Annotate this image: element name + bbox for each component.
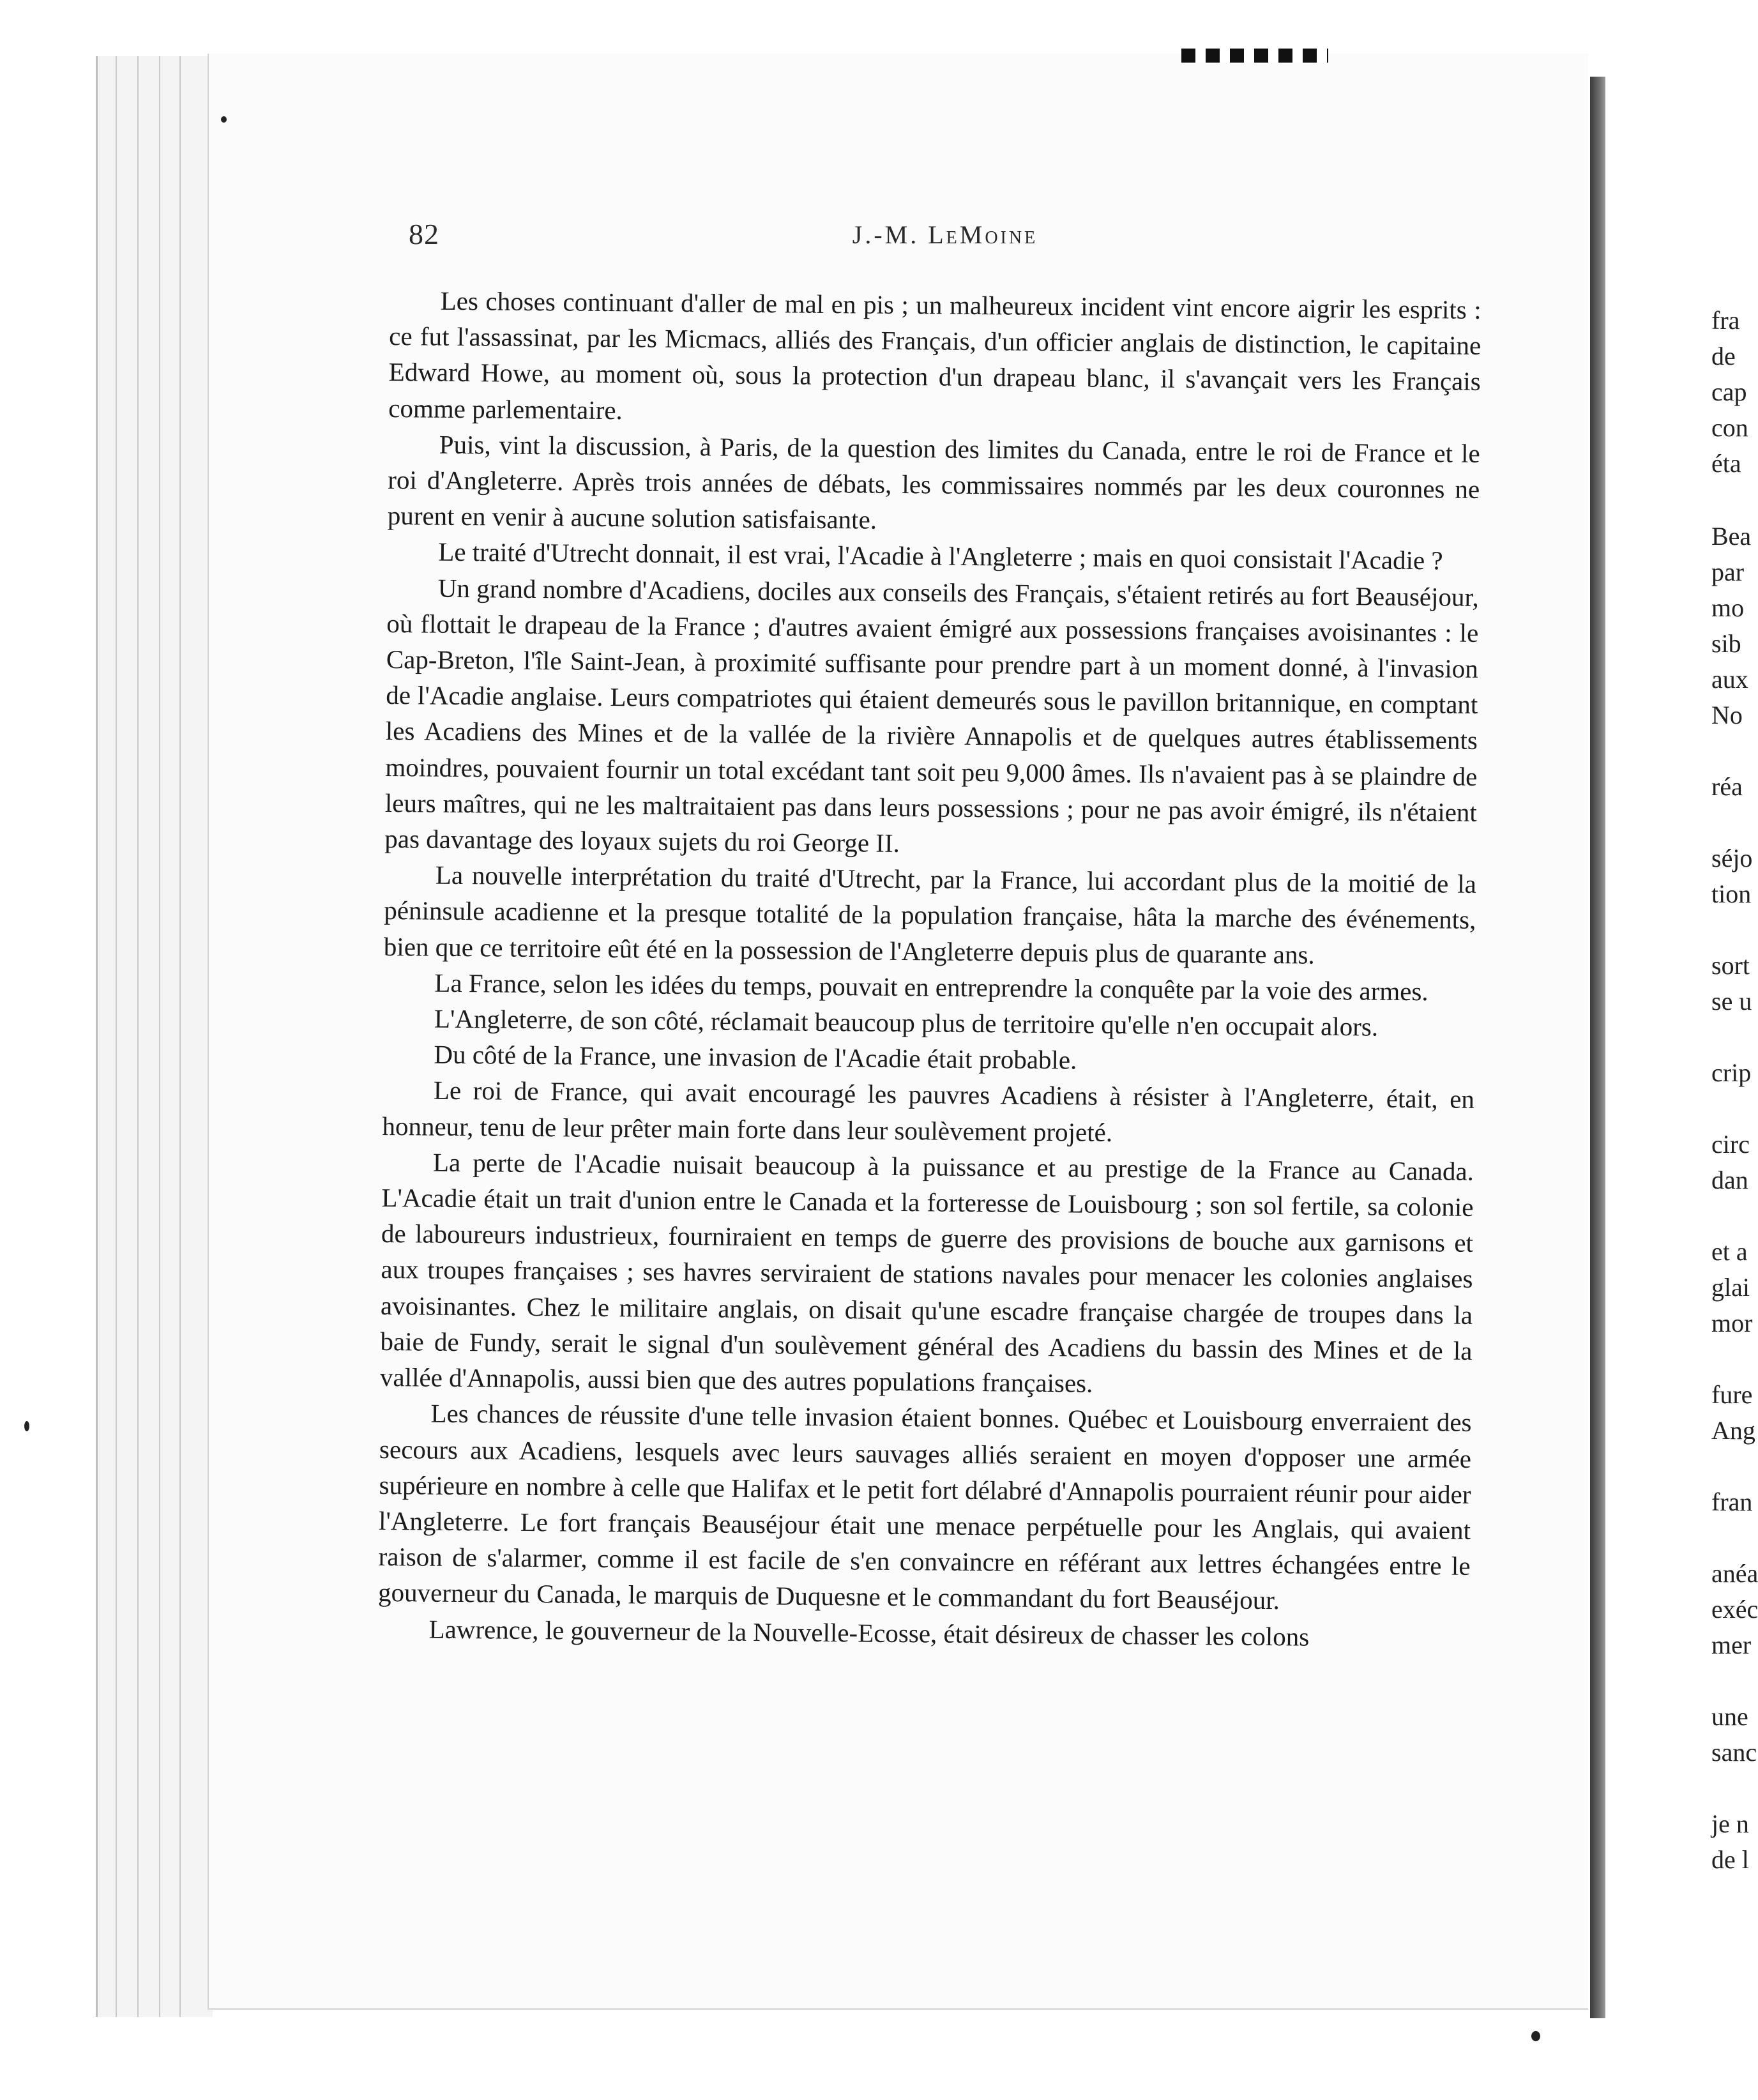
facing-page-fragment: réa [1711,772,1743,801]
paragraph: Du côté de la France, une invasion de l'Acadie était probable. [434,1039,1077,1075]
facing-page-fragment: exéc [1711,1595,1758,1624]
paragraph: La France, selon les idées du temps, pouvait en entreprendre la conquête par la voie des armes. [434,968,1428,1007]
paper-speck [24,1421,29,1431]
facing-page-fragment: une [1711,1702,1748,1731]
facing-page-fragment: sib [1711,629,1741,658]
facing-page-fragment: mor [1711,1309,1753,1337]
facing-page-fragment: circ [1711,1130,1750,1159]
page-edge-line [137,56,139,2017]
facing-page-fragment: et a [1711,1237,1748,1266]
body-text [377,282,1481,1656]
facing-page-fragment: par [1711,558,1745,586]
paper-speck [1531,2031,1540,2041]
paragraph: Le traité d'Utrecht donnait, il est vrai, l'Acadie à l'Angleterre ; mais en quoi consistait l'Acadie ? [438,537,1443,575]
paragraph: Un grand nombre d'Acadiens, dociles aux conseils des Français, s'étaient retirés au fort Beauséjour, où flottait le drapeau de la France ; d'autres avaient émigré aux possessions françaises avoisinantes : le Cap-Breton, l'île Saint-Jean, à proximité suffisante pour prendre part à un moment donné, à l'invasion de l'Acadie anglaise. Leurs compatriotes qui étaient demeurés sous le pavillon britannique, en comptant les Acadiens des Mines et de la vallée de la rivière Annapolis et de quelques autres établissements moindres, pouvaient fournir un total excédant tant soit peu 9,000 âmes. Ils n'avaient pas à se plaindre de leurs maîtres, qui ne les maltraitaient pas dans leurs possessions ; pour ne pas avoir émigré, ils n'étaient pas davantage des loyaux sujets du roi George II. [384,573,1479,858]
top-edge-mark [1181,49,1328,63]
facing-page-fragment: glai [1711,1273,1750,1302]
facing-page-fragment: sanc [1711,1738,1757,1767]
paragraph: Puis, vint la discussion, à Paris, de la question des limites du Canada, entre le roi de France et le roi d'Angleterre. Après trois années de débats, les commissaires nommés par les deux couronnes ne purent en venir à aucune solution satisfaisante. [387,429,1480,535]
page-edge-line [179,56,181,2017]
facing-page-fragment: crip [1711,1058,1752,1087]
page-number: 82 [409,218,439,250]
book-page-edges [96,56,213,2017]
paragraph: Lawrence, le gouverneur de la Nouvelle-Ecosse, était désireux de chasser les colons [428,1614,1310,1652]
facing-page-fragment: se u [1711,987,1752,1016]
facing-page-fragment: fra [1711,306,1740,335]
facing-page-fragment: éta [1711,449,1741,478]
facing-page-fragment: fure [1711,1380,1753,1409]
facing-page-fragment: cap [1711,377,1747,406]
running-head [409,217,1481,262]
running-head-author: J.-M. LeMoine [852,220,1038,249]
facing-page-fragment: tion [1711,879,1752,908]
paragraph: Le roi de France, qui avait encouragé les pauvres Acadiens à résister à l'Angleterre, était, en honneur, tenu de leur prêter main forte dans leur soulèvement projeté. [382,1076,1475,1147]
facing-page-fragment: aux [1711,665,1748,694]
facing-page-fragment: séjo [1711,844,1753,872]
paragraph: La perte de l'Acadie nuisait beaucoup à la puissance et au prestige de la France au Canada. L'Acadie était un trait d'union entre le Canada et la forteresse de Louisbourg ; son sol fertile, sa colonie de laboureurs industrieux, fourniraient en temps de guerre des provisions de bouche aux garnisons et aux troupes françaises ; ses havres serviraient de stations navales pour menacer les colonies anglaises avoisinantes. Chez le militaire anglais, on disait qu'une escadre française chargée de troupes dans la baie de Fundy, serait le signal d'un soulèvement général des Acadiens du bassin des Mines et de la vallée d'Annapolis, aussi bien que des autres populations françaises. [379,1147,1474,1398]
facing-page-fragment: anéa [1711,1559,1758,1588]
facing-page-fragment: mo [1711,593,1745,622]
facing-page-fragment: mer [1711,1631,1752,1659]
facing-page-fragment: sort [1711,951,1750,980]
paper-speck [221,116,227,123]
book-spine-shadow [1590,77,1605,2018]
facing-page-fragment: con [1711,413,1748,442]
paragraph: Les chances de réussite d'une telle invasion étaient bonnes. Québec et Louisbourg enverraient des secours aux Acadiens, lesquels avec leurs sauvages alliés seraient en moyen d'opposer une armée supérieure en nombre à celle que Halifax et le petit fort délabré d'Annapolis pourraient réunir pour aider l'Angleterre. Le fort français Beauséjour était une menace perpétuelle pour les Anglais, qui avaient raison de s'alarmer, comme il est facile de s'en convaincre en référant aux lettres échangées entre le gouverneur du Canada, le marquis de Duquesne et le commandant du fort Beauséjour. [377,1398,1472,1615]
facing-page-fragment: je n [1711,1809,1749,1838]
facing-page-fragment: Ang [1711,1416,1755,1445]
facing-page-fragment: dan [1711,1166,1748,1194]
facing-page-fragment: fran [1711,1488,1753,1516]
page-edge-line [159,56,160,2017]
facing-page-fragment: de l [1711,1845,1749,1874]
facing-page-fragment: Bea [1711,522,1752,551]
paragraph: L'Angleterre, de son côté, réclamait beaucoup plus de territoire qu'elle n'en occupait alors. [434,1003,1379,1042]
facing-page-fragment: No [1711,701,1743,729]
facing-page-fragment: de [1711,342,1736,370]
paragraph: Les choses continuant d'aller de mal en pis ; un malheureux incident vint encore aigrir les esprits : ce fut l'assassinat, par les Micmacs, alliés des Français, d'un officier anglais de distinction, le capitaine Edward Howe, au moment où, sous la protection d'un drapeau blanc, il s'avançait vers les Français comme parlementaire. [388,285,1481,425]
page-edge-line [116,56,117,2017]
paragraph: La nouvelle interprétation du traité d'Utrecht, par la France, lui accordant plus de la moitié de la péninsule acadienne et la presque totalité de la population française, hâta la marche des événements, bien que ce territoire eût été en la possession de l'Angleterre depuis plus de quarante ans. [383,860,1477,970]
